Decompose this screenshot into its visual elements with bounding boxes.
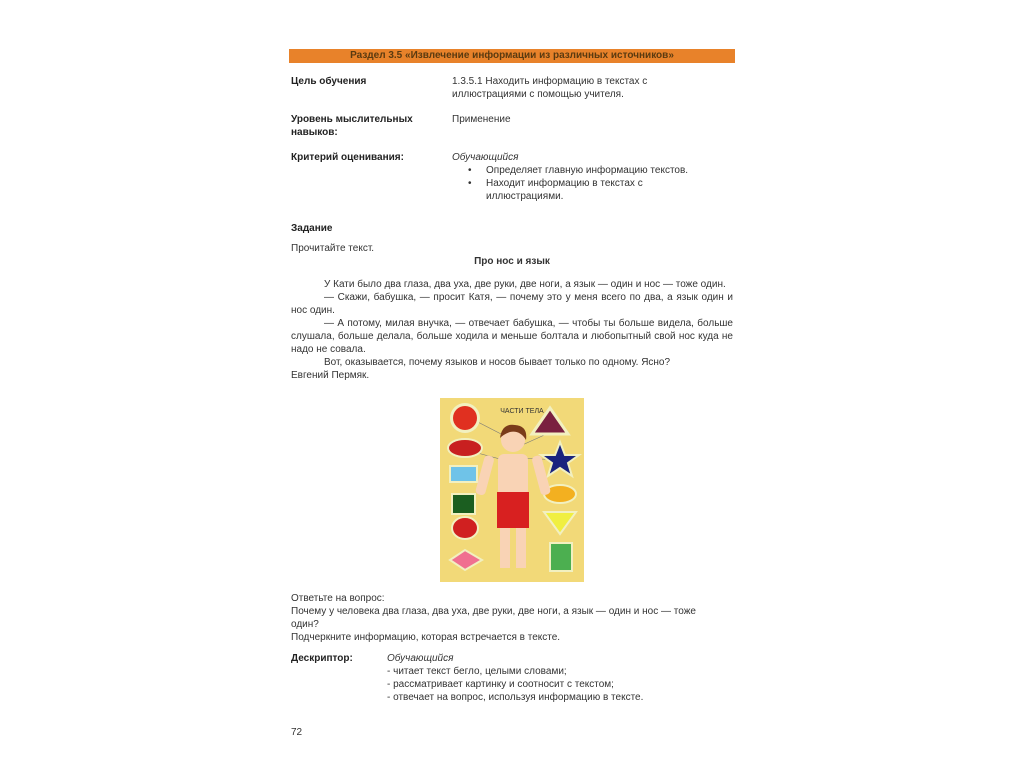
illustration-title: ЧАСТИ ТЕЛА	[500, 408, 544, 415]
goal-label: Цель обучения	[291, 76, 367, 87]
page-number: 72	[291, 727, 303, 738]
descriptor-label: Дескриптор:	[291, 653, 353, 664]
story-title: Про нос и язык	[474, 256, 550, 267]
story-paragraph: У Кати было два глаза, два уха, две руки, две ноги, а язык — один и нос — тоже один.	[324, 279, 726, 290]
criteria-list	[452, 164, 742, 203]
story-paragraph: — А потому, милая внучка, — отвечает бабушка, — чтобы ты больше видела, больше слушала, больше делала, больше ходила и меньше болтала и любопытный свой нос куда не надо не совала.	[291, 318, 733, 355]
criteria-label: Критерий оценивания:	[291, 152, 404, 163]
skill-level-value: Применение	[452, 114, 511, 125]
descriptor-item: - читает текст бегло, целыми словами;	[387, 666, 567, 677]
section-header: Раздел 3.5 «Извлечение информации из различных источников»	[289, 49, 735, 63]
descriptor-item: - рассматривает картинку и соотносит с текстом;	[387, 679, 614, 690]
task-heading: Задание	[291, 223, 333, 234]
question-block	[291, 592, 737, 644]
criteria-item: • Находит информацию в текстах с иллюстрациями.	[452, 177, 686, 203]
criteria-value	[452, 151, 742, 203]
question-text: Почему у человека два глаза, два уха, две руки, две ноги, а язык — один и нос — тоже один?	[291, 606, 696, 630]
story-paragraph: — Скажи, бабушка, — просит Катя, — почему это у меня всего по два, а язык один и нос один.	[291, 292, 733, 316]
descriptor-intro: Обучающийся	[387, 653, 454, 664]
task-instruction: Прочитайте текст.	[291, 243, 375, 254]
story-text	[291, 278, 733, 382]
story-paragraph: Вот, оказывается, почему языков и носов бывает только по одному. Ясно?	[324, 357, 671, 368]
body-parts-illustration	[440, 398, 584, 582]
criteria-item: • Определяет главную информацию текстов.	[452, 164, 742, 177]
goal-value: 1.3.5.1 Находить информацию в текстах с иллюстрациями с помощью учителя.	[452, 76, 648, 100]
skill-level-label: Уровень мыслительных навыков:	[291, 114, 413, 138]
story-author: Евгений Пермяк.	[291, 370, 370, 381]
question-instruction: Подчеркните информацию, которая встречается в тексте.	[291, 632, 561, 643]
descriptor-item: - отвечает на вопрос, используя информацию в тексте.	[387, 692, 644, 703]
question-prompt: Ответьте на вопрос:	[291, 593, 385, 604]
descriptor-list	[387, 652, 737, 704]
criteria-intro: Обучающийся	[452, 152, 519, 163]
